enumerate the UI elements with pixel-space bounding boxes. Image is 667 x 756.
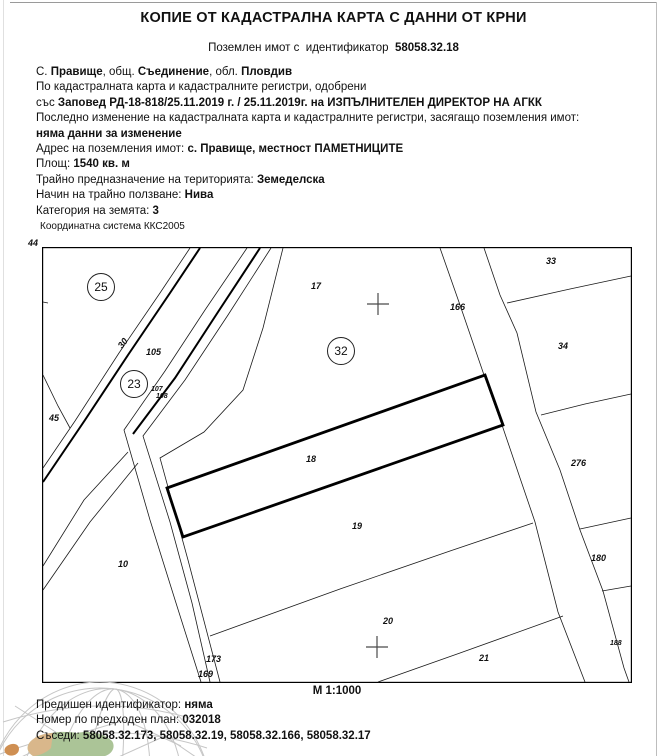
page-frame-left — [3, 0, 4, 756]
parcel-label-188: 188 — [610, 640, 622, 647]
text-line: Предишен идентификатор: няма — [36, 699, 213, 711]
parcel-label-45: 45 — [49, 413, 60, 423]
coordinate-system-label: Координатна система ККС2005 — [40, 221, 185, 232]
text-line: няма данни за изменение — [36, 127, 182, 140]
text-line: Начин на трайно ползване: Нива — [36, 189, 214, 202]
text-line: С. Правище, общ. Съединение, обл. Пловдив — [36, 66, 293, 78]
page-frame-right — [656, 2, 657, 756]
parcel-label-10: 10 — [118, 559, 129, 569]
thick-boundary-lines — [43, 248, 260, 482]
massif-circles — [88, 274, 355, 398]
parcel-label-166: 166 — [450, 302, 466, 312]
parcel-label-44: 44 — [28, 238, 39, 248]
parcel-label-33: 33 — [546, 256, 557, 266]
subject-parcel-outline — [167, 375, 503, 537]
cadastral-boundary-lines — [43, 248, 631, 682]
property-info-block — [36, 65, 636, 219]
parcel-label-108: 108 — [156, 393, 168, 400]
parcel-number-labels — [27, 238, 622, 679]
text-line: Площ: 1540 кв. м — [36, 158, 130, 171]
page-frame-top — [10, 2, 656, 3]
property-footer-block — [36, 698, 636, 744]
text-line: По кадастралната карта и кадастралните регистри, одобрени — [36, 81, 367, 94]
parcel-label-173: 173 — [206, 654, 222, 664]
parcel-identifier-label: Поземлен имот с идентификатор — [208, 42, 389, 54]
text-line: Трайно предназначение на територията: Земеделска — [36, 173, 325, 186]
survey-cross-marks — [366, 293, 389, 658]
parcel-identifier-line — [0, 42, 667, 54]
document-title: КОПИЕ ОТ КАДАСТРАЛНА КАРТА С ДАННИ ОТ КРНИ — [140, 10, 527, 26]
parcel-label-105: 105 — [146, 347, 162, 357]
parcel-label-17: 17 — [311, 281, 322, 291]
parcel-label-34: 34 — [558, 341, 569, 351]
parcel-label-276: 276 — [571, 458, 587, 468]
parcel-label-19: 19 — [352, 521, 363, 531]
parcel-label-169: 169 — [198, 669, 214, 679]
parcel-label-20: 20 — [383, 616, 394, 626]
parcel-label-18: 18 — [306, 454, 317, 464]
map-border — [43, 248, 632, 683]
parcel-label-21: 21 — [479, 653, 490, 663]
parcel-label-107: 107 — [151, 386, 163, 393]
parcel-label-180: 180 — [591, 553, 607, 563]
text-line: Категория на земята: 3 — [36, 204, 159, 217]
massif-label-23: 23 — [127, 377, 141, 391]
massif-label-25: 25 — [94, 280, 108, 294]
map-scale-label: М 1:1000 — [312, 685, 362, 697]
text-line: Съседи: 58058.32.173, 58058.32.19, 58058.32.166, 58058.32.17 — [36, 729, 371, 742]
text-line: Номер по предходен план: 032018 — [36, 714, 221, 727]
parcel-label-30: 30 — [115, 336, 130, 351]
text-line: Последно изменение на кадастралната карта и кадастралните регистри, засягащо поземления имот: — [36, 112, 580, 125]
massif-label-32: 32 — [334, 344, 348, 358]
cadastral-map — [28, 238, 632, 683]
text-line: Адрес на поземления имот: с. Правище, местност ПАМЕТНИЦИТЕ — [36, 143, 404, 156]
parcel-identifier-value: 58058.32.18 — [394, 42, 459, 54]
text-line: със Заповед РД-18-818/25.11.2019 г. / 25.11.2019г. на ИЗПЪЛНИТЕЛЕН ДИРЕКТОР НА АГКК — [36, 96, 542, 109]
